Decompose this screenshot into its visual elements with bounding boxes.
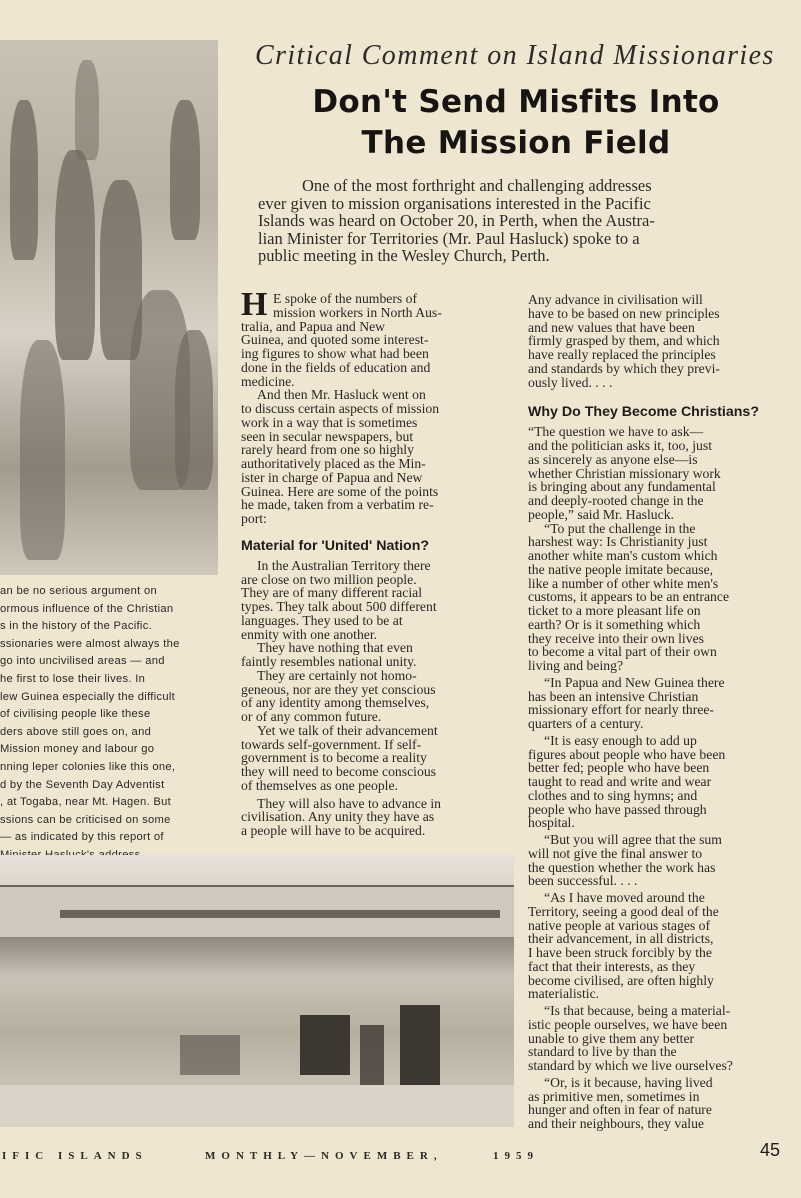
drop-cap: H	[241, 286, 268, 323]
photo-caption: an be no serious argument on ormous influence of the Christian s in the history of the Pacific. ssionaries were almost always the go into uncivilised areas — and he first to lose their lives. In lew Guinea especially the difficult of civilising people like these ders above still goes on, and Mission money and labour go nning leper colonies like this one, d by the Seventh Day Adventist , at Togaba, near Mt. Hagen. But ssions can be criticised on some — as indicated by this report of	[0, 585, 180, 844]
headline-line: The Mission Field	[361, 125, 671, 161]
footer-issue: MONTHLY—NOVEMBER,	[205, 1150, 443, 1162]
subheading: Material for 'United' Nation?	[241, 537, 430, 554]
subheading: Why Do They Become Christians?	[528, 404, 759, 421]
headline-line: Don't Send Misfits Into	[312, 84, 720, 120]
page-number: 45	[760, 1140, 781, 1160]
footer-year: 1959	[493, 1150, 539, 1162]
intro-paragraph: One of the most forthright and challenging addresses ever given to mission organisations interested in the Pacific Islands was heard on October 20, in Perth, when the Austra- lian Minister for Territories (Mr. Paul Hasluck) spoke to a public meeting in the Wesley Church, Perth.	[258, 176, 655, 265]
kicker-title: Critical Comment on Island Missionaries	[255, 40, 775, 71]
leper-colony-photo	[0, 855, 514, 1127]
page-footer	[0, 1146, 801, 1166]
mission-people-photo	[0, 40, 218, 575]
article-column-2: Any advance in civilisation will have to be based on new principles and new values that have been firmly grasped by them, and which have really replaced the principles and standards by which they previ- ously lived. . . . Why Do They Become Christians? “The question we have to ask— and the politician asks it, too, just as sincerely as anyone else—is whether Christian missionary work is bringing about any fundamental and deeply-rooted change in the people,” said Mr. Hasluck. “To put the challenge in the harshest way: Is Christianity just another white man's custom which the native people imitate because, like a number of other white men's customs, it appears to be an entrance ticket to a more pleasant life on earth? Or is it something which they receive into their own lives to become a vital part of their own living and being? “In Papua and New Guinea there has been an intensive Christian missionary effort for nearly three- quarters of a century. “It is easy enough to add up figures about people who have been better fed; people who have been taught to read and write and wear clothes and to sing hymns; and people who have passed through hospital. “But you will agree that the sum will not give the final answer to the question whether the work has been successful. . . . “As I have moved around the Territory, seeing a good deal of the native people at various stages of their advancement, in all districts, I have been struck forcibly by the fact that their interests, as they become civilised, are often highly materialistic. “Is that because, being a material- istic people ourselves, we have been unable to give them any better standard to live by than the standard by which we live ourselves? “Or, is it because, having lived as primitive men, sometimes in hunger and often in fear of nature and their neighbours, they value	[528, 293, 788, 1131]
article-column-1: E spoke of the numbers of mission workers in North Aus- tralia, and Papua and New Guinea, and quoted some interest- ing figures to show what had been done in the fields of education and medicine. And then Mr. Hasluck went on to discuss certain aspects of mission work in a way that is sometimes seen in secular newspapers, but rarely heard from one so highly authoritatively placed as the Min- ister in charge of Papua and New Guinea. Here are some of the points he made, taken from a verbatim re- port: Material for 'United' Nation? In the Australian Territory there are close on two million people. They are of many different racial types. They talk about 500 different languages. They used to be at enmity with one another. They have nothing that even faintly resembles national unity. They are certainly not homo- geneous, nor are they yet conscious of any identity among themselves, or of any common future. Yet we talk of their advancement towards self-government. If self- government is to become a reality they will need to become conscious of themselves as one people. They will also have to advance in civilisation. Any unity they have as a people will have to be acquired.	[241, 292, 507, 838]
headline	[236, 82, 796, 164]
footer-publication: IFIC ISLANDS	[2, 1150, 148, 1162]
